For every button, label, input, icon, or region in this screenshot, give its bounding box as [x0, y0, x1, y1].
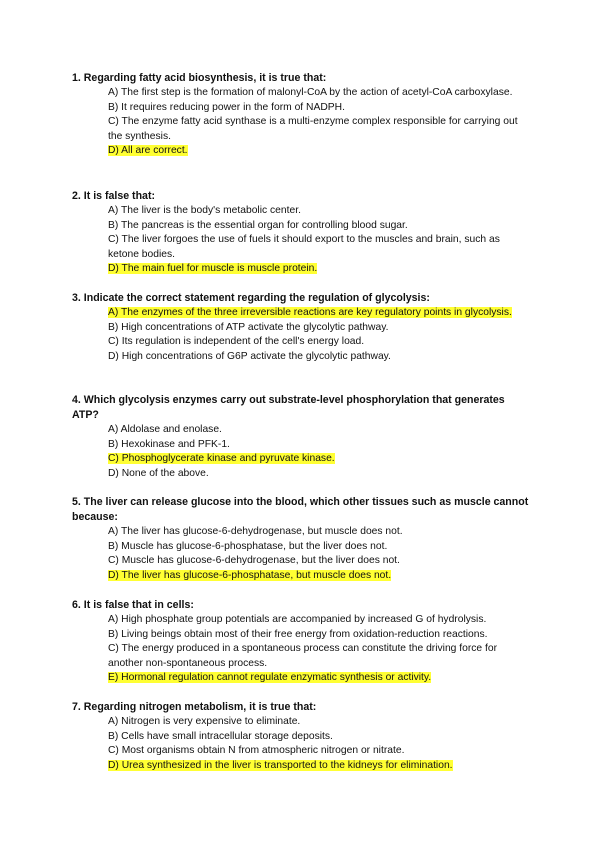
question-stem: 7. Regarding nitrogen metabolism, it is true that:: [72, 701, 317, 713]
option: A) Aldolase and enolase.: [108, 424, 222, 435]
option: A) High phosphate group potentials are accompanied by increased G of hydrolysis.: [108, 614, 487, 625]
question-stem: 1. Regarding fatty acid biosynthesis, it is true that:: [72, 72, 327, 84]
option-correct-highlighted: D) Urea synthesized in the liver is transported to the kidneys for elimination.: [108, 759, 453, 771]
option: B) The pancreas is the essential organ for controlling blood sugar.: [108, 219, 408, 231]
option: B) It requires reducing power in the form of NADPH.: [108, 101, 345, 113]
option: C) The liver forgoes the use of fuels it should export to the muscles and brain, such as ketone bodies.: [108, 234, 500, 260]
question-stem: 5. The liver can release glucose into the blood, which other tissues such as muscle cannot because:: [72, 496, 529, 523]
question-7: [72, 700, 532, 773]
option: D) None of the above.: [108, 467, 209, 479]
question-1: [72, 71, 532, 159]
question-3: [72, 291, 532, 364]
question-stem: 2. It is false that:: [72, 190, 156, 202]
option: A) The liver is the body's metabolic center.: [108, 205, 301, 216]
option-correct-highlighted: C) Phosphoglycerate kinase and pyruvate kinase.: [108, 453, 335, 465]
option-correct-highlighted: A) The enzymes of the three irreversible reactions are key regulatory points in glycolysis.: [108, 307, 512, 318]
question-4: [72, 393, 532, 481]
option-correct-highlighted: D) All are correct.: [108, 145, 188, 157]
option: C) Its regulation is independent of the cell's energy load.: [108, 336, 365, 348]
option-correct-highlighted: E) Hormonal regulation cannot regulate enzymatic synthesis or activity.: [108, 672, 432, 684]
option-list: [108, 525, 532, 583]
question-stem: 6. It is false that in cells:: [72, 599, 194, 611]
option: A) The first step is the formation of malonyl-CoA by the action of acetyl-CoA carboxylase.: [108, 87, 513, 98]
option: B) Hexokinase and PFK-1.: [108, 438, 230, 450]
question-5: [72, 495, 532, 583]
option-list: [108, 306, 532, 364]
option-list: [108, 613, 532, 686]
option-list: [108, 423, 532, 481]
question-2: [72, 189, 532, 277]
option: D) High concentrations of G6P activate the glycolytic pathway.: [108, 350, 391, 362]
question-stem: 3. Indicate the correct statement regarding the regulation of glycolysis:: [72, 292, 430, 304]
question-stem: 4. Which glycolysis enzymes carry out substrate-level phosphorylation that generates ATP?: [72, 394, 505, 421]
option: C) Most organisms obtain N from atmospheric nitrogen or nitrate.: [108, 745, 405, 757]
option: C) The energy produced in a spontaneous process can constitute the driving force for another non-spontaneous process.: [108, 643, 498, 669]
option: B) High concentrations of ATP activate the glycolytic pathway.: [108, 321, 389, 333]
option: C) Muscle has glucose-6-dehydrogenase, but the liver does not.: [108, 555, 400, 567]
option: B) Living beings obtain most of their free energy from oxidation-reduction reactions.: [108, 628, 488, 640]
option-correct-highlighted: D) The liver has glucose-6-phosphatase, but muscle does not.: [108, 569, 392, 581]
option-list: [108, 204, 532, 277]
option: A) Nitrogen is very expensive to eliminate.: [108, 716, 301, 727]
question-6: [72, 598, 532, 686]
option: A) The liver has glucose-6-dehydrogenase, but muscle does not.: [108, 526, 403, 537]
option-correct-highlighted: D) The main fuel for muscle is muscle protein.: [108, 263, 318, 275]
option: C) The enzyme fatty acid synthase is a multi-enzyme complex responsible for carrying out the synthesis.: [108, 116, 518, 142]
option-list: [108, 715, 532, 773]
option: B) Muscle has glucose-6-phosphatase, but the liver does not.: [108, 540, 388, 552]
option-list: [108, 86, 532, 159]
option: B) Cells have small intracellular storage deposits.: [108, 730, 333, 742]
